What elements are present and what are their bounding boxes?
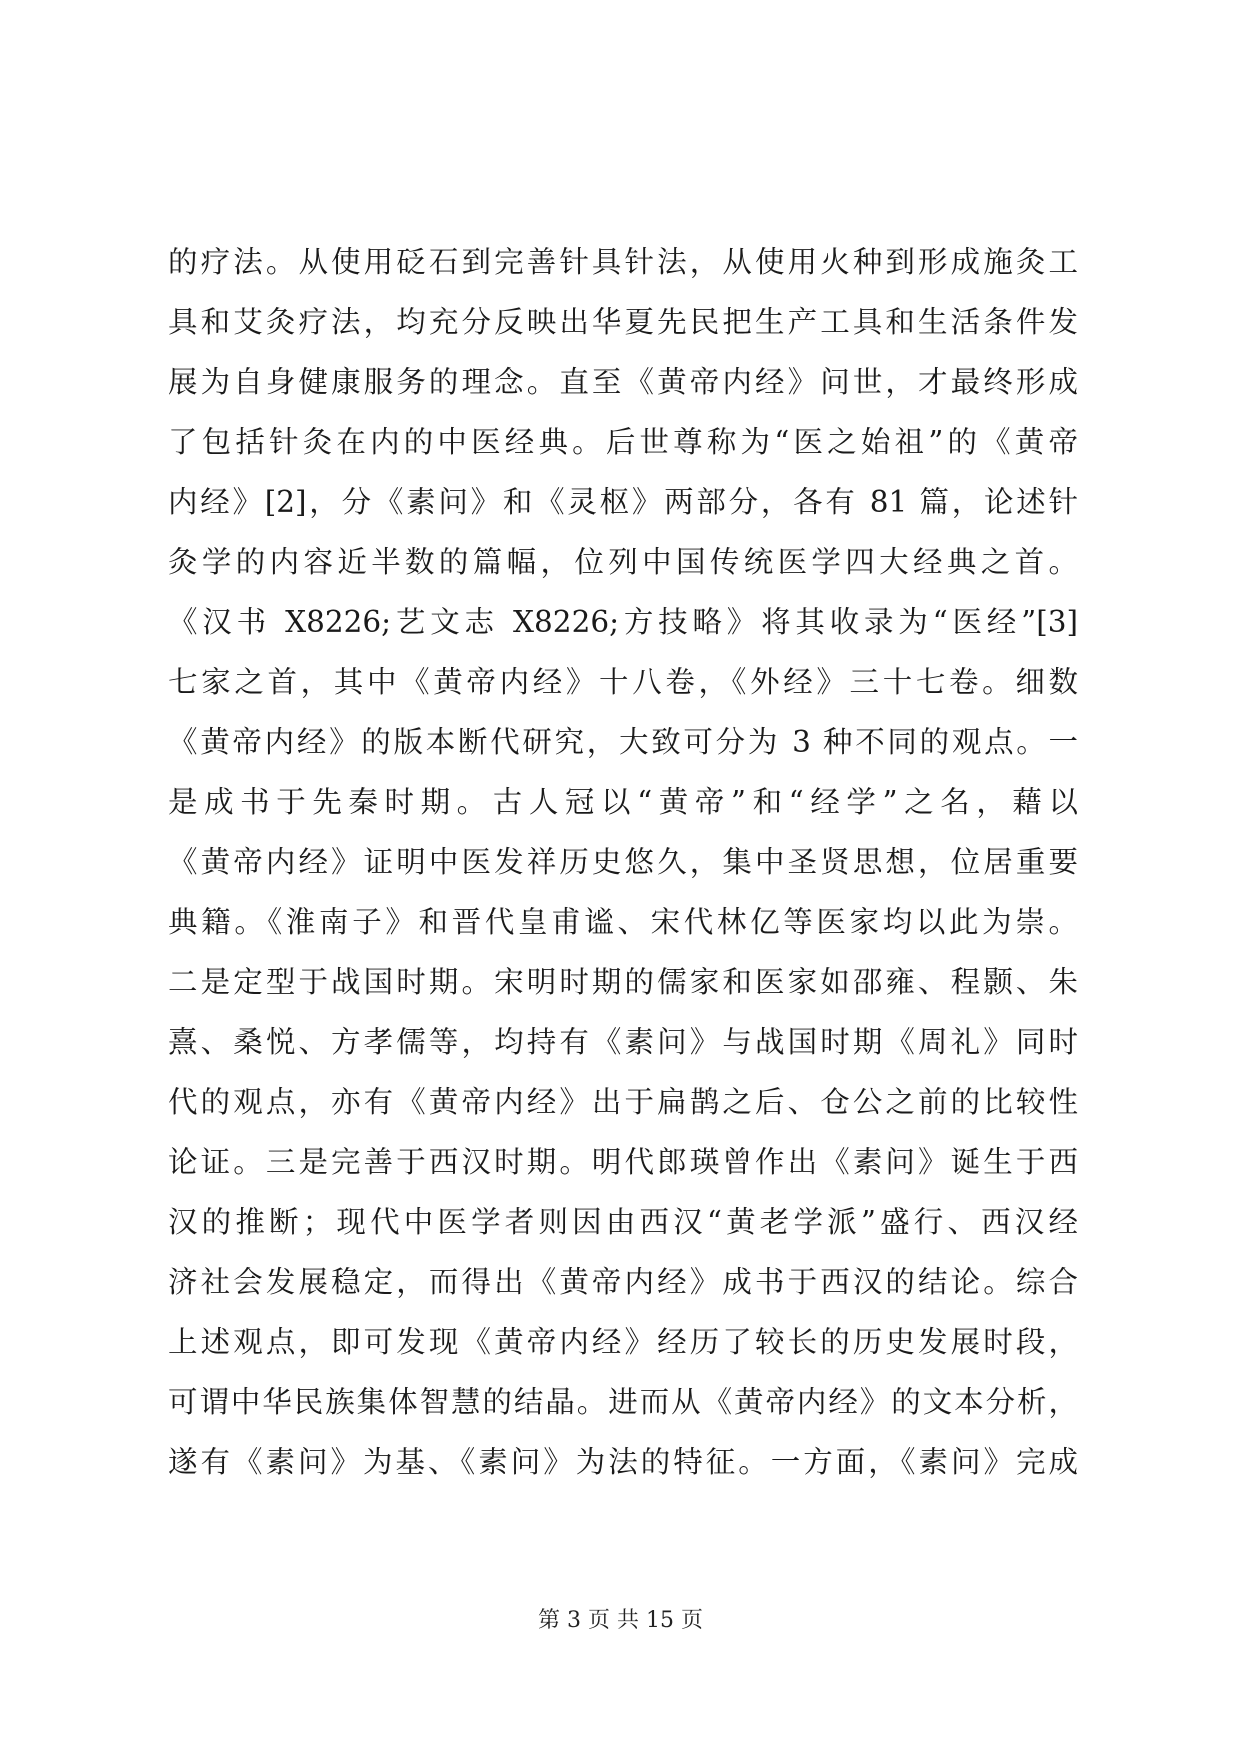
- text-line: 二是定型于战国时期。宋明时期的儒家和医家如邵雍、程颢、朱: [168, 965, 1078, 999]
- text-line: 可谓中华民族集体智慧的结晶。进而从《黄帝内经》的文本分析，: [168, 1385, 1078, 1419]
- text-line: 《黄帝内经》证明中医发祥历史悠久，集中圣贤思想，位居重要: [168, 845, 1078, 879]
- text-line: 遂有《素问》为基、《素问》为法的特征。一方面，《素问》完成: [168, 1445, 1078, 1479]
- text-line: 汉的推断；现代中医学者则因由西汉“黄老学派”盛行、西汉经: [168, 1205, 1078, 1239]
- text-line: 灸学的内容近半数的篇幅，位列中国传统医学四大经典之首。: [168, 545, 1078, 579]
- text-line: 《汉书 X8226;艺文志 X8226;方技略》将其收录为“医经”[3]: [168, 605, 1078, 639]
- page-number-label: 第 3 页 共 15 页: [538, 1608, 703, 1633]
- text-line: 《黄帝内经》的版本断代研究，大致可分为 3 种不同的观点。一: [168, 725, 1078, 759]
- text-line: 内经》[2]，分《素问》和《灵枢》两部分，各有 81 篇，论述针: [168, 485, 1078, 519]
- text-line: 七家之首，其中《黄帝内经》十八卷，《外经》三十七卷。细数: [168, 665, 1078, 699]
- page-footer: [0, 1606, 1241, 1636]
- text-line: 具和艾灸疗法，均充分反映出华夏先民把生产工具和生活条件发: [168, 305, 1078, 339]
- text-line: 展为自身健康服务的理念。直至《黄帝内经》问世，才最终形成: [168, 365, 1078, 399]
- body-text: [168, 232, 1078, 1492]
- text-line: 是成书于先秦时期。古人冠以“黄帝”和“经学”之名，藉以: [168, 785, 1078, 819]
- text-line: 上述观点，即可发现《黄帝内经》经历了较长的历史发展时段，: [168, 1325, 1078, 1359]
- text-line: 论证。三是完善于西汉时期。明代郎瑛曾作出《素问》诞生于西: [168, 1145, 1078, 1179]
- text-line: 熹、桑悦、方孝儒等，均持有《素问》与战国时期《周礼》同时: [168, 1025, 1078, 1059]
- text-line: 的疗法。从使用砭石到完善针具针法，从使用火种到形成施灸工: [168, 245, 1078, 279]
- text-line: 了包括针灸在内的中医经典。后世尊称为“医之始祖”的《黄帝: [168, 425, 1078, 459]
- text-line: 代的观点，亦有《黄帝内经》出于扁鹊之后、仓公之前的比较性: [168, 1085, 1078, 1119]
- text-line: 典籍。《淮南子》和晋代皇甫谧、宋代林亿等医家均以此为崇。: [168, 905, 1078, 939]
- text-line: 济社会发展稳定，而得出《黄帝内经》成书于西汉的结论。综合: [168, 1265, 1078, 1299]
